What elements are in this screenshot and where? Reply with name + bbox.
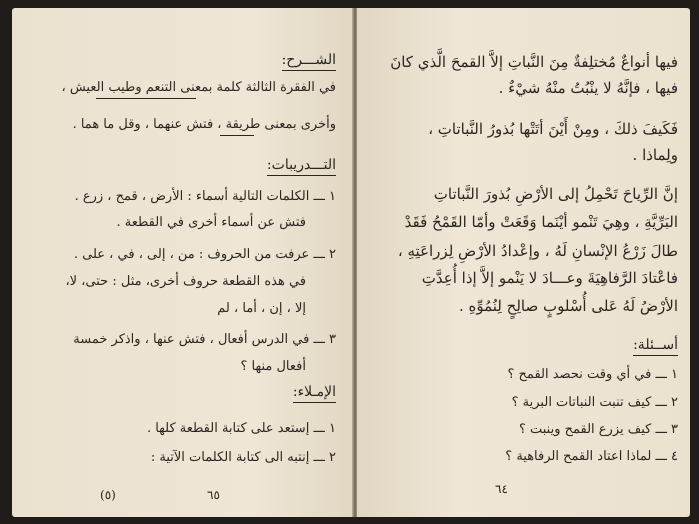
page-number-latin: (٥) [100,488,116,502]
heading-tadribat: التـــدريبات: [267,156,336,176]
exercise-line: فتش عن أسماء أخرى في القطعة . [116,215,306,230]
text-line: الأرْضُ لَهُ عَلى أُسْلوبٍ صالِحٍ لِنُمُوِّهِ . [458,297,678,315]
sharh-underline [96,98,196,99]
imla-line: ١ ـــ إستعد على كتابة القطعة كلها . [146,421,336,436]
heading-imla: الإمـلاء: [293,383,336,403]
sharh-underline [220,135,254,136]
heading-sharh: الشـــرح: [282,51,336,71]
left-page [12,8,354,517]
text-line: فاعْتادَ الرَّفاهِيَةَ وعـــادَ لا يَنْمو إلاَّ إذا أُعِدَّتِ [421,269,678,287]
right-page [357,8,690,517]
question-line: ٤ ـــ لماذا اعتاد القمح الرفاهية ؟ [505,449,678,464]
page-number: ٦٥ [207,488,220,502]
exercise-line: إلا ، إن ، أما ، لم [217,301,306,316]
exercise-line: أفعال منها ؟ [240,359,306,374]
text-line: ولِماذا . [632,146,678,164]
question-line: ٢ ـــ كيف تنبت النباتات البرية ؟ [511,395,678,410]
question-line: ٣ ـــ كيف يزرع القمح وينبت ؟ [518,422,678,437]
exercise-line: ٢ ـــ عرفت من الحروف : من ، إلى ، في ، على . [73,247,336,262]
text-line: إنَّ الرِّياحَ تَحْمِلُ إلى الأرْضِ بُذورَ النَّباتاتِ [433,185,678,203]
sharh-line: في الفقرة الثالثة كلمة بمعنى التنعم وطيب العيش ، [61,80,336,95]
text-line: فَكَيفَ ذلكَ ، ومِنْ أَيْنَ أتَتْها بُذورُ النَّباتاتِ ، [428,120,678,138]
text-line: فيها أنواعٌ مُختلِفةٌ مِنَ النَّباتِ إلاَّ القمحَ الَّذي كانَ [390,53,678,71]
text-line: فيها ، فإنَّهُ لا ينْبُتُ منْهُ شيْءٌ . [498,79,678,97]
heading-questions: أســئلة: [633,336,678,356]
imla-line: ٢ ـــ إنتبه الى كتابة الكلمات الآتية : [150,450,336,465]
exercise-line: في هذه القطعة حروف أخرى، مثل : حتى، لا، [65,274,306,289]
exercise-line: ١ ـــ الكلمات التالية أسماء : الأرض ، قمح ، زرع . [74,189,336,204]
text-line: طالَ زَرْعُ الإنْسانِ لَهُ ، وإعْدادُ الأرْضِ لِزراعَتِهِ ، [397,242,678,260]
page-number: ٦٤ [495,482,508,496]
question-line: ١ ـــ في أي وقت نحصد القمح ؟ [507,367,678,382]
text-line: البَرِّيَّةِ ، وهِيَ تَنْمو أيْنَما وَقَعَتْ وأمّا القَمْحُ فَقَدْ [404,213,678,231]
sharh-line: وأخرى بمعنى طريقة ، فتش عنهما ، وقل ما هما . [72,117,336,132]
exercise-line: ٣ ـــ في الدرس أفعال ، فتش عنها ، واذكر خمسة [73,332,336,347]
